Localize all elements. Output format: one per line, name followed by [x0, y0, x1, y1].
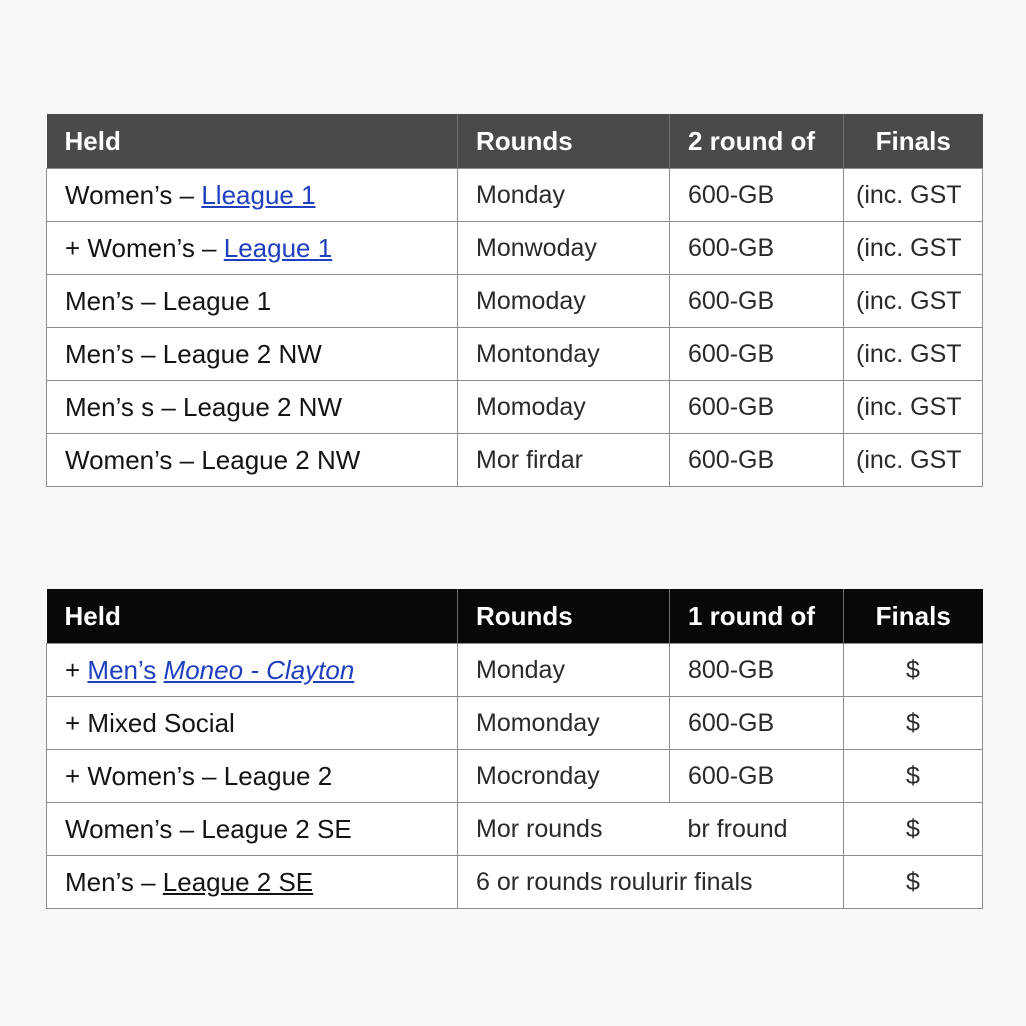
fee-cell: 600-GB	[670, 750, 844, 803]
held-prefix: +	[65, 232, 88, 263]
table-row	[47, 644, 983, 697]
rounds-cell: 6 or rounds roulurir finals	[458, 856, 844, 909]
held-cell: Women’s – League 2 NW	[47, 434, 458, 487]
held-text: Women’s –	[87, 232, 224, 263]
held-cell	[47, 222, 458, 275]
held-text: Mixed Social	[87, 707, 235, 738]
fee-cell: 600-GB	[670, 328, 844, 381]
held-text: Women’s – League 2	[87, 760, 333, 791]
table-row	[47, 222, 983, 275]
finals-cell: $	[844, 750, 983, 803]
table-row	[47, 697, 983, 750]
mens-link[interactable]: Men’s	[87, 654, 157, 685]
table-header-row	[47, 114, 983, 169]
table-header-row	[47, 589, 983, 644]
rounds-cell: Monday	[458, 644, 670, 697]
held-cell: Men’s – League 1	[47, 275, 458, 328]
held-cell	[47, 856, 458, 909]
fee-cell: 600-GB	[670, 697, 844, 750]
finals-cell: (inc. GST	[844, 434, 983, 487]
table-row	[47, 750, 983, 803]
header-finals: Finals	[844, 114, 983, 169]
fees-table-2	[46, 589, 983, 909]
held-cell: Men’s s – League 2 NW	[47, 381, 458, 434]
league-link[interactable]: League 2 SE	[162, 866, 314, 897]
held-prefix: +	[65, 707, 88, 738]
table-row	[47, 434, 983, 487]
finals-cell: $	[844, 644, 983, 697]
finals-cell: (inc. GST	[844, 275, 983, 328]
rounds-cell: Momoday	[458, 275, 670, 328]
fee-cell: 600-GB	[670, 275, 844, 328]
finals-cell: (inc. GST	[844, 169, 983, 222]
header-held: Held	[47, 114, 458, 169]
header-round-of: 1 round of	[670, 589, 844, 644]
league-link[interactable]: Lleague 1	[201, 179, 316, 210]
held-cell	[47, 644, 458, 697]
rounds-cell: Mocronday	[458, 750, 670, 803]
table-row	[47, 803, 983, 856]
fee-cell: 600-GB	[670, 222, 844, 275]
held-text: Men’s –	[65, 866, 163, 897]
fee-cell: 600-GB	[670, 381, 844, 434]
finals-cell: $	[844, 856, 983, 909]
held-cell: Men’s – League 2 NW	[47, 328, 458, 381]
held-prefix: +	[65, 654, 88, 685]
fee-cell: br fround	[670, 803, 844, 856]
table-row	[47, 169, 983, 222]
table-row	[47, 275, 983, 328]
held-cell	[47, 697, 458, 750]
finals-cell: (inc. GST	[844, 381, 983, 434]
rounds-cell: Monday	[458, 169, 670, 222]
header-held: Held	[47, 589, 458, 644]
header-rounds: Rounds	[458, 114, 670, 169]
table-row	[47, 856, 983, 909]
finals-cell: (inc. GST	[844, 328, 983, 381]
held-cell	[47, 169, 458, 222]
held-cell	[47, 750, 458, 803]
league-link[interactable]: League 1	[223, 232, 333, 263]
rounds-cell: Mor firdar	[458, 434, 670, 487]
table-row	[47, 381, 983, 434]
held-cell: Women’s – League 2 SE	[47, 803, 458, 856]
rounds-cell: Momoday	[458, 381, 670, 434]
finals-cell: $	[844, 697, 983, 750]
fee-cell: 800-GB	[670, 644, 844, 697]
fees-table-1	[46, 114, 983, 487]
rounds-cell: Monwoday	[458, 222, 670, 275]
fee-cell: 600-GB	[670, 434, 844, 487]
venue-link[interactable]: Moneo - Clayton	[163, 654, 355, 685]
table-row	[47, 328, 983, 381]
rounds-cell: Montonday	[458, 328, 670, 381]
header-finals: Finals	[844, 589, 983, 644]
held-text: Women’s –	[65, 179, 202, 210]
fee-cell: 600-GB	[670, 169, 844, 222]
rounds-cell: Mor rounds	[458, 803, 670, 856]
rounds-cell: Momonday	[458, 697, 670, 750]
header-rounds: Rounds	[458, 589, 670, 644]
finals-cell: (inc. GST	[844, 222, 983, 275]
finals-cell: $	[844, 803, 983, 856]
held-prefix: +	[65, 760, 88, 791]
header-round-of: 2 round of	[670, 114, 844, 169]
